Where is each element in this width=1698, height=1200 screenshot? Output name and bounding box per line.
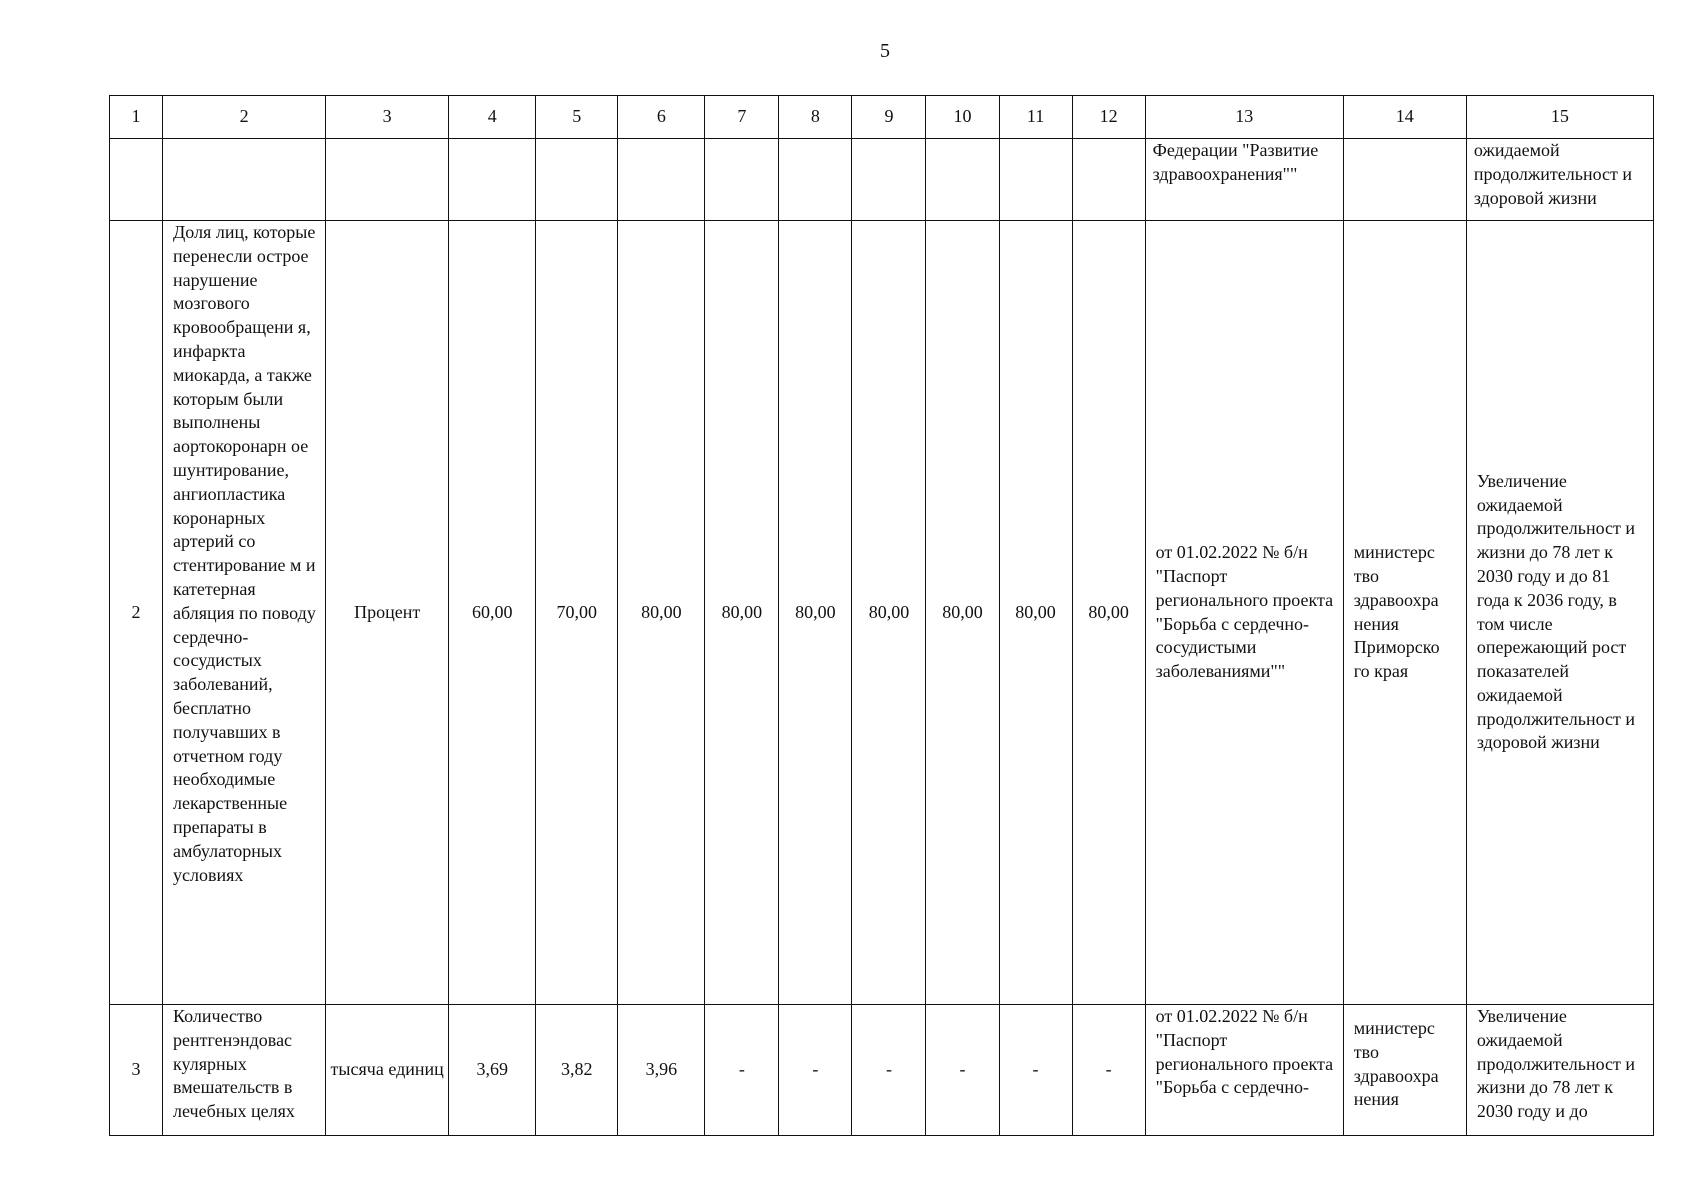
unit-cell: тысяча единиц: [326, 1005, 449, 1136]
empty-cell: [110, 139, 163, 221]
empty-cell: [1343, 139, 1466, 221]
header-cell: 11: [999, 96, 1072, 139]
empty-cell: [779, 139, 852, 221]
value-cell: 3,96: [618, 1005, 705, 1136]
document-cell: от 01.02.2022 № б/н "Паспорт регионального проекта "Борьба с сердечно-сосудистыми заболеваниями"": [1145, 221, 1343, 1005]
goal-cell: Увеличение ожидаемой продолжительност и жизни до 78 лет к 2030 году и до: [1466, 1005, 1653, 1136]
empty-cell: [1072, 139, 1145, 221]
header-cell: 5: [536, 96, 618, 139]
empty-cell: [618, 139, 705, 221]
header-cell: 7: [705, 96, 779, 139]
value-cell: 3,69: [449, 1005, 536, 1136]
document-cell: от 01.02.2022 № б/н "Паспорт регионального проекта "Борьба с сердечно-: [1145, 1005, 1343, 1136]
value-cell: 80,00: [779, 221, 852, 1005]
header-cell: 12: [1072, 96, 1145, 139]
responsible-cell: министерс тво здравоохра нения Приморско го края: [1343, 221, 1466, 1005]
header-cell: 6: [618, 96, 705, 139]
table-row: [110, 1005, 1654, 1136]
header-cell: 3: [326, 96, 449, 139]
header-cell: 8: [779, 96, 852, 139]
header-cell: 2: [163, 96, 326, 139]
value-cell: 80,00: [999, 221, 1072, 1005]
header-cell: 4: [449, 96, 536, 139]
row-number: 3: [110, 1005, 163, 1136]
value-cell: 70,00: [536, 221, 618, 1005]
empty-cell: [326, 139, 449, 221]
header-cell: 13: [1145, 96, 1343, 139]
empty-cell: [705, 139, 779, 221]
value-cell: 80,00: [926, 221, 999, 1005]
page-number: 5: [880, 40, 890, 62]
value-cell: -: [705, 1005, 779, 1136]
empty-cell: [536, 139, 618, 221]
header-cell: 10: [926, 96, 999, 139]
value-cell: -: [926, 1005, 999, 1136]
indicator-name: Доля лиц, которые перенесли острое нарушение мозгового кровообращени я, инфаркта миокарда, а также которым были выполнены аортокоронарн ое шунтирование, ангиопластика коронарных артерий со стентирование м и катетерная абляция по поводу сердечно-сосудистых заболеваний, бесплатно получавших в отчетном году необходимые лекарственные препараты в амбулаторных условиях: [163, 221, 326, 1005]
value-cell: 80,00: [705, 221, 779, 1005]
empty-cell: [926, 139, 999, 221]
header-cell: 14: [1343, 96, 1466, 139]
empty-cell: [449, 139, 536, 221]
value-cell: 60,00: [449, 221, 536, 1005]
value-cell: -: [852, 1005, 926, 1136]
table-row: [110, 221, 1654, 1005]
value-cell: -: [779, 1005, 852, 1136]
value-cell: -: [999, 1005, 1072, 1136]
header-cell: 9: [852, 96, 926, 139]
continuation-row: [110, 139, 1654, 221]
value-cell: 80,00: [1072, 221, 1145, 1005]
goal-cell-continued: ожидаемой продолжительност и здоровой жизни: [1466, 139, 1653, 221]
indicator-name: Количество рентгенэндовас кулярных вмешательств в лечебных целях: [163, 1005, 326, 1136]
header-cell: 1: [110, 96, 163, 139]
row-number: 2: [110, 221, 163, 1005]
goal-cell: Увеличение ожидаемой продолжительност и жизни до 78 лет к 2030 году и до 81 года к 2036 году, в том числе опережающий рост показателей ожидаемой продолжительност и здоровой жизни: [1466, 221, 1653, 1005]
table-header-row: [110, 96, 1654, 139]
value-cell: 80,00: [618, 221, 705, 1005]
header-cell: 15: [1466, 96, 1653, 139]
value-cell: -: [1072, 1005, 1145, 1136]
unit-cell: Процент: [326, 221, 449, 1005]
empty-cell: [999, 139, 1072, 221]
indicators-table: [109, 95, 1654, 1136]
responsible-cell: министерс тво здравоохра нения: [1343, 1005, 1466, 1136]
value-cell: 80,00: [852, 221, 926, 1005]
value-cell: 3,82: [536, 1005, 618, 1136]
empty-cell: [852, 139, 926, 221]
document-cell-continued: Федерации "Развитие здравоохранения"": [1145, 139, 1343, 221]
empty-cell: [163, 139, 326, 221]
